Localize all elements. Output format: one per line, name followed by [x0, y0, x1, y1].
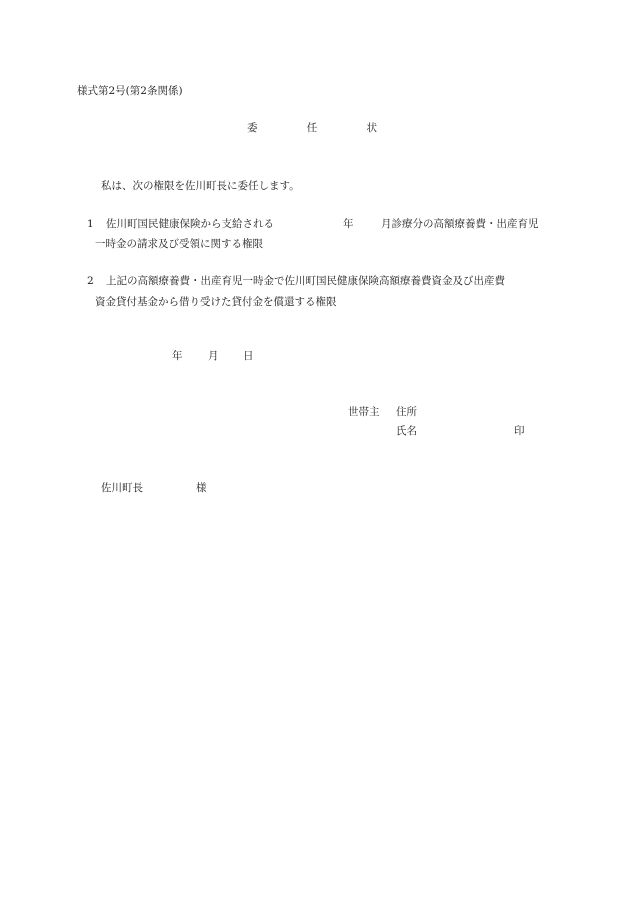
householder-label: 世帯主 [348, 406, 380, 418]
date-month: 月 [208, 350, 219, 362]
item1-continuation: 一時金の請求及び受領に関する権限 [95, 238, 263, 250]
address-label: 住所 [396, 406, 417, 418]
item2-number: 2 [87, 275, 94, 287]
item1-year-unit: 年 [343, 218, 354, 230]
date-year: 年 [172, 350, 183, 362]
title-char-1: 委 [247, 122, 258, 134]
item1-number: 1 [87, 218, 94, 230]
document-title [247, 123, 377, 134]
item1-text-part1: 佐川町国民健康保険から支給される [106, 218, 274, 230]
seal-mark: 印 [514, 425, 525, 437]
item2-line2: 資金貸付基金から借り受けた貸付金を償還する権限 [95, 296, 337, 308]
item2-line1: 上記の高額療養費・出産育児一時金で佐川町国民健康保険高額療養費資金及び出産費 [106, 275, 505, 287]
title-char-2: 任 [306, 122, 318, 134]
form-number: 様式第2号(第2条関係) [77, 85, 183, 97]
item1-text-part2: 月診療分の高額療養費・出産育児 [381, 218, 539, 230]
intro-text: 私は、次の権限を佐川町長に委任します。 [101, 180, 300, 192]
name-label: 氏名 [396, 425, 417, 437]
title-char-3: 状 [366, 122, 377, 134]
date-day: 日 [243, 350, 254, 362]
addressee-name: 佐川町長 [101, 482, 143, 494]
addressee-honorific: 様 [196, 482, 207, 494]
